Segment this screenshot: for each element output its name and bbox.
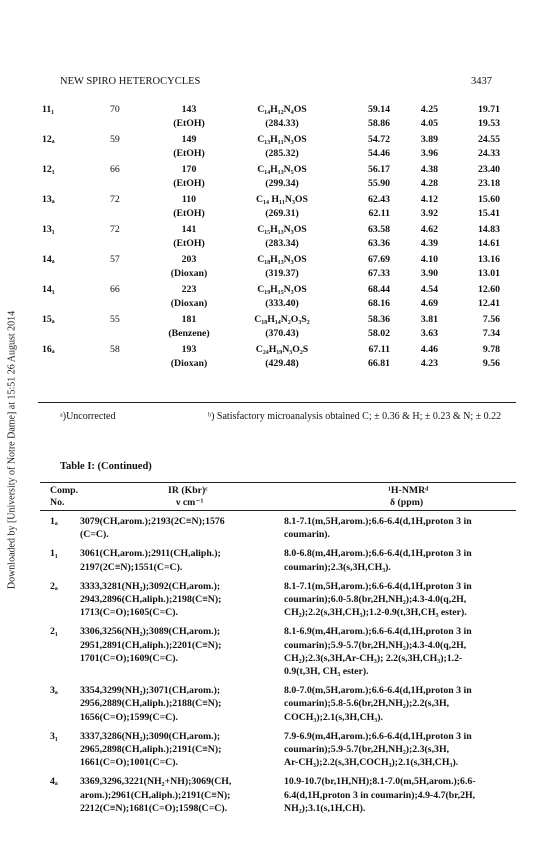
header-ir: IR (Kbr)ᶜ xyxy=(168,485,208,496)
melting-point xyxy=(156,283,222,310)
nmr-data-line: 7.9-6.9(m,4H,arom.);6.6-6.4(d,1H,proton 3 in xyxy=(284,730,472,742)
melting-point-line: (Dioxan) xyxy=(170,357,208,369)
compound-number: 14₁ xyxy=(42,284,55,295)
nitrogen-analysis xyxy=(460,313,500,340)
yield-value: 72 xyxy=(110,224,120,235)
carbon-analysis xyxy=(350,313,390,340)
hydrogen-analysis-line: 3.81 xyxy=(420,314,438,325)
carbon-analysis-line: 56.17 xyxy=(367,164,390,175)
analysis-row xyxy=(38,193,516,223)
carbon-analysis-line: 58.02 xyxy=(367,327,390,339)
ir-data-line: 3337,3286(NH₂);3090(CH,arom.); xyxy=(80,730,221,742)
molecular-formula-line: C₁₄ H₁₁N₃OS xyxy=(256,194,308,205)
hydrogen-analysis-line: 4.62 xyxy=(420,224,438,235)
nmr-data-line: 8.1-7.1(m,5H,arom.);6.6-6.4(d,1H,proton 3 in xyxy=(284,516,472,527)
melting-point-line: 193 xyxy=(181,344,197,355)
nmr-data-line: 8.1-7.1(m,5H,arom.);6.6-6.4(d,1H,proton 3 in xyxy=(284,580,472,592)
nmr-data-line: Ar-CH₃);2.2(s,3H,COCH₃);2.1(s,3H,CH₃). xyxy=(284,757,459,769)
hydrogen-analysis xyxy=(408,343,438,370)
yield-value: 57 xyxy=(110,254,120,265)
melting-point xyxy=(156,193,222,220)
molecular-formula xyxy=(236,223,328,250)
nitrogen-analysis-line: 9.56 xyxy=(482,357,500,369)
molecular-formula-line: (299.34) xyxy=(265,177,299,189)
carbon-analysis-line: 59.14 xyxy=(367,104,390,115)
melting-point xyxy=(156,163,222,190)
yield-value: 66 xyxy=(110,284,120,295)
nitrogen-analysis-line: 23.18 xyxy=(477,177,500,189)
hydrogen-analysis xyxy=(408,103,438,130)
nmr-data-line: COCH₃);2.1(s,3H,CH₃). xyxy=(284,711,383,723)
compound-number: 16ₐ xyxy=(42,344,55,355)
ir-data-line: 1701(C=O);1609(C=C). xyxy=(80,652,178,664)
molecular-formula-line: C₁₈H₁₄N₂O₃S₂ xyxy=(254,314,310,325)
hydrogen-analysis xyxy=(408,193,438,220)
carbon-analysis-line: 68.44 xyxy=(367,284,390,295)
hydrogen-analysis-line: 4.69 xyxy=(420,297,438,309)
hydrogen-analysis xyxy=(408,283,438,310)
table-header xyxy=(40,485,516,509)
carbon-analysis-line: 58.86 xyxy=(367,117,390,129)
ir-data-line: 1713(C=O);1605(C=C). xyxy=(80,607,178,619)
nitrogen-analysis-line: 24.33 xyxy=(477,147,500,159)
ir-data-line: 2212(C≡N);1681(C=O);1598(C=C). xyxy=(80,802,228,814)
spectral-row xyxy=(40,625,516,678)
page-number: 3437 xyxy=(471,76,492,87)
analysis-row xyxy=(38,253,516,283)
analysis-row xyxy=(38,283,516,313)
nmr-data-line: coumarin);5.9-5.7(br,2H,NH₂);4.3-4.0(q,2H, xyxy=(284,639,467,651)
nmr-data-line: CH₂);2.3(s,3H,Ar-CH₃); 2.2(s,3H,CH₃);1.2- xyxy=(284,652,463,664)
nitrogen-analysis xyxy=(460,193,500,220)
hydrogen-analysis-line: 4.25 xyxy=(420,104,438,115)
compound-number: 2₁ xyxy=(50,626,58,638)
nmr-data-line: NH₂);3.1(s,1H,CH). xyxy=(284,802,366,814)
spectral-row xyxy=(40,515,516,541)
ir-data-line: 3306,3256(NH₂);3089(CH,arom.); xyxy=(80,626,221,638)
melting-point xyxy=(156,343,222,370)
nmr-data-line: 8.0-6.8(m,4H,arom.);6.6-6.4(d,1H,proton 3 in xyxy=(284,548,472,560)
hydrogen-analysis-line: 4.54 xyxy=(420,284,438,295)
ir-data xyxy=(80,625,270,665)
molecular-formula-line: (319.37) xyxy=(265,267,299,279)
molecular-formula xyxy=(236,283,328,310)
carbon-analysis xyxy=(350,343,390,370)
ir-data xyxy=(80,730,270,770)
yield-value: 58 xyxy=(110,344,120,355)
header-wavenumber: ν cm⁻¹ xyxy=(176,497,204,508)
analysis-row xyxy=(38,163,516,193)
analysis-table xyxy=(38,103,516,373)
molecular-formula xyxy=(236,163,328,190)
nitrogen-analysis-line: 19.53 xyxy=(477,117,500,129)
ir-data xyxy=(80,547,270,573)
carbon-analysis-line: 63.58 xyxy=(367,224,390,235)
ir-data-line: 2943,2896(CH,aliph.);2198(C≡N); xyxy=(80,594,222,605)
nmr-data xyxy=(284,547,516,573)
carbon-analysis xyxy=(350,103,390,130)
download-watermark xyxy=(2,240,22,660)
hydrogen-analysis-line: 4.39 xyxy=(420,237,438,249)
compound-number: 3ₐ xyxy=(50,685,58,697)
molecular-formula-line: C₁₄H₁₃N₅OS xyxy=(257,164,307,175)
carbon-analysis-line: 68.16 xyxy=(367,297,390,309)
hydrogen-analysis xyxy=(408,313,438,340)
hydrogen-analysis-line: 4.12 xyxy=(420,194,438,205)
molecular-formula xyxy=(236,193,328,220)
analysis-row xyxy=(38,103,516,133)
nitrogen-analysis xyxy=(460,133,500,160)
carbon-analysis xyxy=(350,193,390,220)
ir-data-line: 3061(CH,arom.);2911(CH,aliph.); xyxy=(80,548,221,560)
melting-point xyxy=(156,103,222,130)
molecular-formula-line: C₂₄H₁₉N₃O₂S xyxy=(255,344,309,355)
carbon-analysis-line: 58.36 xyxy=(367,314,390,325)
ir-data-line: 3354,3299(NH₂);3071(CH,arom.); xyxy=(80,685,221,697)
ir-data-line: 3369,3296,3221(NH₂+NH);3069(CH, xyxy=(80,776,232,788)
nmr-data-line: coumarin). xyxy=(284,529,330,541)
nmr-data-line: 8.0-7.0(m,5H,arom.);6.6-6.4(d,1H,proton 3 in xyxy=(284,685,472,697)
molecular-formula-line: C₁₉H₁₅N₃OS xyxy=(257,284,307,295)
melting-point-line: (Dioxan) xyxy=(170,267,208,279)
hydrogen-analysis-line: 4.28 xyxy=(420,177,438,189)
ir-data xyxy=(80,684,270,724)
nitrogen-analysis-line: 13.16 xyxy=(477,254,500,265)
carbon-analysis-line: 62.11 xyxy=(368,207,390,219)
carbon-analysis-line: 54.46 xyxy=(367,147,390,159)
hydrogen-analysis xyxy=(408,133,438,160)
melting-point-line: (EtOH) xyxy=(173,237,205,249)
hydrogen-analysis-line: 4.10 xyxy=(420,254,438,265)
melting-point-line: (Benzene) xyxy=(168,327,210,339)
molecular-formula xyxy=(236,103,328,130)
melting-point-line: (EtOH) xyxy=(173,177,205,189)
melting-point-line: 170 xyxy=(181,164,197,175)
compound-number: 12₁ xyxy=(42,164,55,175)
molecular-formula-line: (429.48) xyxy=(265,357,299,369)
hydrogen-analysis xyxy=(408,163,438,190)
molecular-formula xyxy=(236,133,328,160)
melting-point-line: 203 xyxy=(181,254,197,265)
nmr-data-line: coumarin);6.0-5.8(br,2H,NH₂);4.3-4.0(q,2H, xyxy=(284,594,467,605)
melting-point-line: (EtOH) xyxy=(173,147,205,159)
molecular-formula-line: (283.34) xyxy=(265,237,299,249)
carbon-analysis-line: 66.81 xyxy=(367,357,390,369)
spectral-row xyxy=(40,775,516,815)
yield-value: 66 xyxy=(110,164,120,175)
nitrogen-analysis-line: 13.01 xyxy=(477,267,500,279)
nitrogen-analysis xyxy=(460,253,500,280)
carbon-analysis-line: 67.69 xyxy=(367,254,390,265)
nitrogen-analysis xyxy=(460,343,500,370)
hydrogen-analysis-line: 3.92 xyxy=(420,207,438,219)
compound-number: 13ₐ xyxy=(42,194,55,205)
table-header-rule xyxy=(40,510,516,511)
nmr-data-line: 6.4(d,1H,proton 3 in coumarin);4.9-4.7(br,2H, xyxy=(284,789,476,801)
compound-number: 12ₐ xyxy=(42,134,55,145)
carbon-analysis-line: 62.43 xyxy=(367,194,390,205)
melting-point xyxy=(156,313,222,340)
ir-data-line: 3079(CH,arom.);2193(2C≡N);1576 xyxy=(80,516,225,527)
analysis-row xyxy=(38,343,516,373)
nitrogen-analysis xyxy=(460,103,500,130)
molecular-formula xyxy=(236,313,328,340)
nmr-data-line: 10.9-10.7(br,1H,NH);8.1-7.0(m,5H,arom.);6.6- xyxy=(284,776,476,788)
yield-value: 72 xyxy=(110,194,120,205)
ir-data-line: 1656(C=O);1599(C=C). xyxy=(80,711,178,723)
spectral-row xyxy=(40,547,516,573)
nmr-data xyxy=(284,625,516,678)
carbon-analysis-line: 67.33 xyxy=(367,267,390,279)
molecular-formula-line: (370.43) xyxy=(265,327,299,339)
header-no: No. xyxy=(50,497,65,508)
nitrogen-analysis-line: 14.83 xyxy=(477,224,500,235)
hydrogen-analysis-line: 4.23 xyxy=(420,357,438,369)
footnote-uncorrected: ᵃ)Uncorrected xyxy=(60,411,116,422)
nitrogen-analysis-line: 19.71 xyxy=(477,104,500,115)
compound-number: 13₁ xyxy=(42,224,55,235)
molecular-formula xyxy=(236,253,328,280)
nitrogen-analysis-line: 23.40 xyxy=(477,164,500,175)
carbon-analysis xyxy=(350,133,390,160)
ir-data xyxy=(80,580,270,620)
nitrogen-analysis-line: 15.60 xyxy=(477,194,500,205)
melting-point-line: (Dioxan) xyxy=(170,297,208,309)
nmr-data-line: coumarin);5.9-5.7(br,2H,NH₂);2.3(s,3H, xyxy=(284,744,450,755)
ir-data-line: (C=C). xyxy=(80,529,109,541)
molecular-formula-line: C₁₈H₁₃N₃OS xyxy=(257,254,307,265)
ir-data-line: arom.);2961(CH,aliph.);2191(C≡N); xyxy=(80,789,231,801)
nitrogen-analysis-line: 24.55 xyxy=(477,134,500,145)
nmr-data xyxy=(284,684,516,724)
nmr-data-line: 8.1-6.9(m,4H,arom.);6.6-6.4(d,1H,proton 3 in xyxy=(284,626,472,638)
compound-number: 15ₐ xyxy=(42,314,55,325)
nmr-data-line: coumarin);5.8-5.6(br,2H,NH₂);2.2(s,3H, xyxy=(284,698,450,710)
hydrogen-analysis-line: 3.89 xyxy=(420,134,438,145)
nmr-data xyxy=(284,515,516,541)
ir-data-line: 2197(2C≡N);1551(C=C). xyxy=(80,561,183,573)
carbon-analysis xyxy=(350,223,390,250)
molecular-formula xyxy=(236,343,328,370)
melting-point-line: 223 xyxy=(181,284,197,295)
nmr-data xyxy=(284,775,516,815)
header-nmr: ¹H-NMRᵈ xyxy=(388,485,429,496)
download-watermark-text: Downloaded by [University of Notre Dame] at 15:51 26 August 2014 xyxy=(6,310,18,590)
nitrogen-analysis-line: 14.61 xyxy=(477,237,500,249)
yield-value: 70 xyxy=(110,104,120,115)
compound-number: 1₁ xyxy=(50,548,58,560)
yield-value: 55 xyxy=(110,314,120,325)
nitrogen-analysis-line: 7.34 xyxy=(482,327,500,339)
nitrogen-analysis xyxy=(460,223,500,250)
nitrogen-analysis-line: 15.41 xyxy=(477,207,500,219)
hydrogen-analysis-line: 3.90 xyxy=(420,267,438,279)
ir-data-line: 2965,2898(CH,aliph.);2191(C≡N); xyxy=(80,744,222,755)
melting-point-line: 141 xyxy=(181,224,197,235)
compound-number: 4ₐ xyxy=(50,776,58,788)
ir-data-line: 2951,2891(CH,aliph.);2201(C≡N); xyxy=(80,639,222,651)
ir-data xyxy=(80,515,270,541)
melting-point-line: 143 xyxy=(181,104,197,115)
compound-number: 1ₐ xyxy=(50,516,58,527)
ir-data-line: 2956,2889(CH,aliph.);2188(C≡N); xyxy=(80,698,222,710)
molecular-formula-line: C₁₃H₁₁N₃OS xyxy=(257,134,307,145)
compound-number: 14ₐ xyxy=(42,254,55,265)
melting-point xyxy=(156,253,222,280)
table-caption: Table I: (Continued) xyxy=(60,461,152,472)
nitrogen-analysis-line: 12.60 xyxy=(477,284,500,295)
header-comp: Comp. xyxy=(50,485,79,496)
ir-data xyxy=(80,775,270,815)
carbon-analysis xyxy=(350,253,390,280)
header-ppm: δ (ppm) xyxy=(390,497,424,508)
compound-number: 3₁ xyxy=(50,730,58,742)
hydrogen-analysis-line: 4.05 xyxy=(420,117,438,129)
hydrogen-analysis-line: 4.46 xyxy=(420,344,438,355)
molecular-formula-line: (333.40) xyxy=(265,297,299,309)
nitrogen-analysis-line: 7.56 xyxy=(482,314,500,325)
footnote-microanalysis: ᵇ) Satisfactory microanalysis obtained C; ± 0.36 & H; ± 0.23 & N; ± 0.22 xyxy=(208,411,502,422)
ir-data-line: 1661(C=O);1001(C=C). xyxy=(80,757,178,769)
spectral-row xyxy=(40,730,516,770)
nitrogen-analysis-line: 12.41 xyxy=(477,297,500,309)
molecular-formula-line: (285.32) xyxy=(265,147,299,159)
carbon-analysis xyxy=(350,163,390,190)
melting-point xyxy=(156,133,222,160)
yield-value: 59 xyxy=(110,134,120,145)
melting-point xyxy=(156,223,222,250)
hydrogen-analysis-line: 3.96 xyxy=(420,147,438,159)
hydrogen-analysis xyxy=(408,223,438,250)
melting-point-line: (EtOH) xyxy=(173,117,205,129)
melting-point-line: 181 xyxy=(181,314,197,325)
nmr-data-line: CH₂);2.2(s,3H,CH₃);1.2-0.9(t,3H,CH₃ ester). xyxy=(284,607,467,619)
nmr-data xyxy=(284,580,516,620)
molecular-formula-line: C₁₅H₁₃N₃OS xyxy=(257,224,307,235)
melting-point-line: 149 xyxy=(181,134,197,145)
ir-data-line: 3333,3281(NH₂);3092(CH,arom.); xyxy=(80,580,221,592)
analysis-row xyxy=(38,133,516,163)
compound-number: 11₁ xyxy=(42,104,55,115)
molecular-formula-line: (284.33) xyxy=(265,117,299,129)
carbon-analysis-line: 67.11 xyxy=(368,344,390,355)
molecular-formula-line: (269.31) xyxy=(265,207,299,219)
nmr-data xyxy=(284,730,516,770)
nitrogen-analysis xyxy=(460,283,500,310)
running-head-title: NEW SPIRO HETEROCYCLES xyxy=(60,76,201,87)
melting-point-line: 110 xyxy=(181,194,197,205)
nmr-data-line: coumarin);2.3(s,3H,CH₃). xyxy=(284,561,391,573)
nitrogen-analysis-line: 9.78 xyxy=(482,344,500,355)
carbon-analysis-line: 54.72 xyxy=(367,134,390,145)
spectral-row xyxy=(40,684,516,724)
spectral-row xyxy=(40,580,516,620)
nmr-data-line: 0.9(t,3H, CH₃ ester). xyxy=(284,666,369,677)
carbon-analysis-line: 55.90 xyxy=(367,177,390,189)
molecular-formula-line: C₁₄H₁₂N₄OS xyxy=(257,104,307,115)
melting-point-line: (EtOH) xyxy=(173,207,205,219)
table-top-rule xyxy=(40,482,516,483)
carbon-analysis-line: 63.36 xyxy=(367,237,390,249)
analysis-row xyxy=(38,313,516,343)
hydrogen-analysis xyxy=(408,253,438,280)
nitrogen-analysis xyxy=(460,163,500,190)
table-bottom-rule xyxy=(38,402,516,403)
compound-number: 2ₐ xyxy=(50,580,58,592)
carbon-analysis xyxy=(350,283,390,310)
hydrogen-analysis-line: 4.38 xyxy=(420,164,438,175)
analysis-row xyxy=(38,223,516,253)
hydrogen-analysis-line: 3.63 xyxy=(420,327,438,339)
